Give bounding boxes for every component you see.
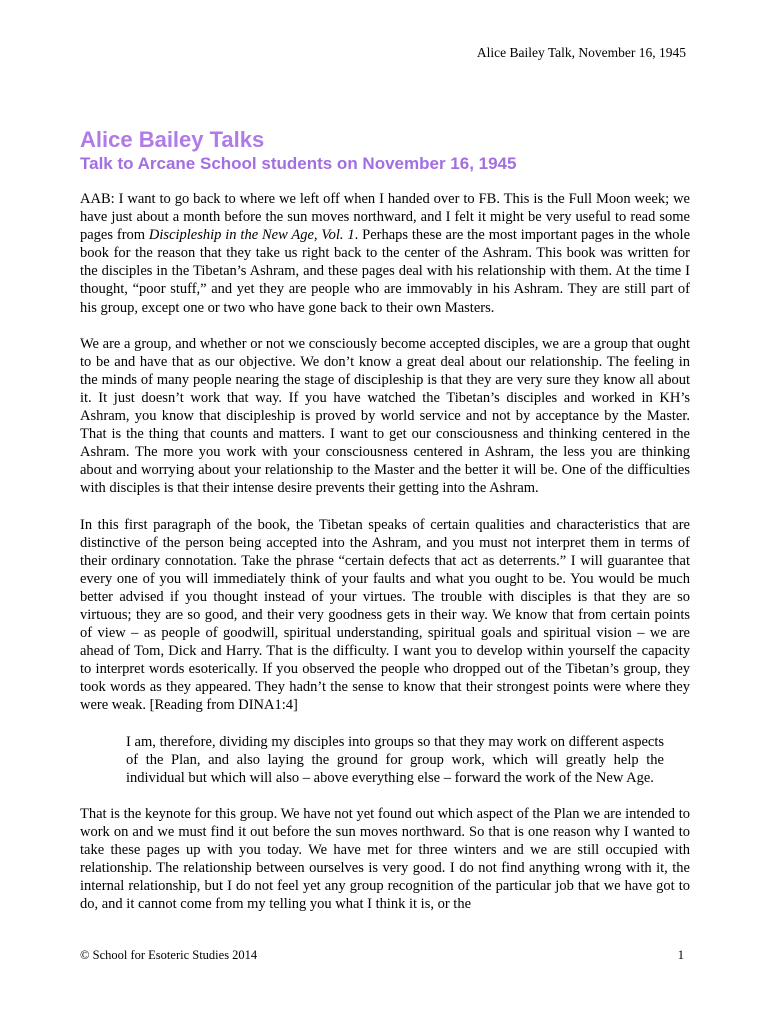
page-number: 1	[677, 948, 684, 962]
block-quote: I am, therefore, dividing my disciples into groups so that they may work on different aspects of the Plan, and also laying the ground for group work, which will greatly help the individual but which will also – above everything else – forward the work of the New Age.	[126, 733, 664, 786]
paragraph-2: We are a group, and whether or not we consciously become accepted disciples, we are a group that ought to be and have that as our objective. We don’t know a great deal about our relationship. The feeling in the minds of many people nearing the stage of discipleship is that they are very sure they know all about it. It just doesn’t work that way. If you have watched the Tibetan’s disciples and worked in KH’s Ashram, you know that discipleship is proved by world service and not by acceptance by the Master. That is the thing that counts and matters. I want to get our consciousness and thinking centered in the Ashram. The more you work with your consciousness centered in Ashram, the less you are thinking about and worrying about your relationship to the Master and the better it will be. One of the difficulties with disciples is that their intense desire prevents their getting into the Ashram.	[80, 335, 690, 497]
paragraph-1	[80, 190, 690, 317]
paragraph-1-text-b: . Perhaps these are the most important pages in the whole book for the reason that they take us right back to the center of the Ashram. This book was written for the disciples in the Tibetan’s Ashram, and these pages deal with his relationship with them. At the time I thought, “poor stuff,” and yet they are people who are immovably in his Ashram. They are still part of his group, except one or two who have gone back to their own Masters.	[80, 227, 691, 316]
running-header: Alice Bailey Talk, November 16, 1945	[476, 45, 686, 60]
paragraph-1-text-a: AAB: I want to go back to where we left off when I handed over to FB. This is the Full Moon week; we have just about a month before the sun moves northward, and I felt it might be very useful to read some pages from	[80, 191, 690, 244]
footer-copyright: © School for Esoteric Studies 2014	[80, 948, 258, 962]
paragraph-3: In this first paragraph of the book, the Tibetan speaks of certain qualities and characteristics that are distinctive of the person being accepted into the Ashram, and you must not interpret them in terms of their ordinary connotation. Take the phrase “certain defects that act as deterrents.” I will guarantee that every one of you will immediately think of your faults and what you ought to be. You would be much better advised if you thought instead of your virtues. The trouble with disciples is that they are so virtuous; they are so good, and their very goodness gets in their way. We know that from certain points of view – as people of goodwill, spiritual understanding, spiritual goals and spiritual vision – we are ahead of Tom, Dick and Harry. That is the difficulty. I want you to develop within yourself the capacity to interpret words esoterically. If you observed the people who dropped out of the Tibetan’s group, they took words as they appeared. They hadn’t the sense to know that their strongest points were where they were weak. [Reading from DINA1:4]	[80, 516, 690, 714]
book-title-italic: Discipleship in the New Age, Vol. 1	[148, 227, 355, 244]
document-title: Alice Bailey Talks	[80, 127, 265, 152]
paragraph-4: That is the keynote for this group. We have not yet found out which aspect of the Plan we are intended to work on and we must find it out before the sun moves northward. So that is one reason why I wanted to take these pages up with you today. We have met for three winters and we are still occupied with relationship. The relationship between ourselves is very good. I do not find anything wrong with it, the internal relationship, but I do not feel yet any group recognition of the particular job that we have got to do, and it cannot come from my telling you what I think it is, or the	[80, 805, 690, 913]
document-body	[80, 190, 690, 931]
document-subtitle: Talk to Arcane School students on November 16, 1945	[80, 154, 517, 173]
